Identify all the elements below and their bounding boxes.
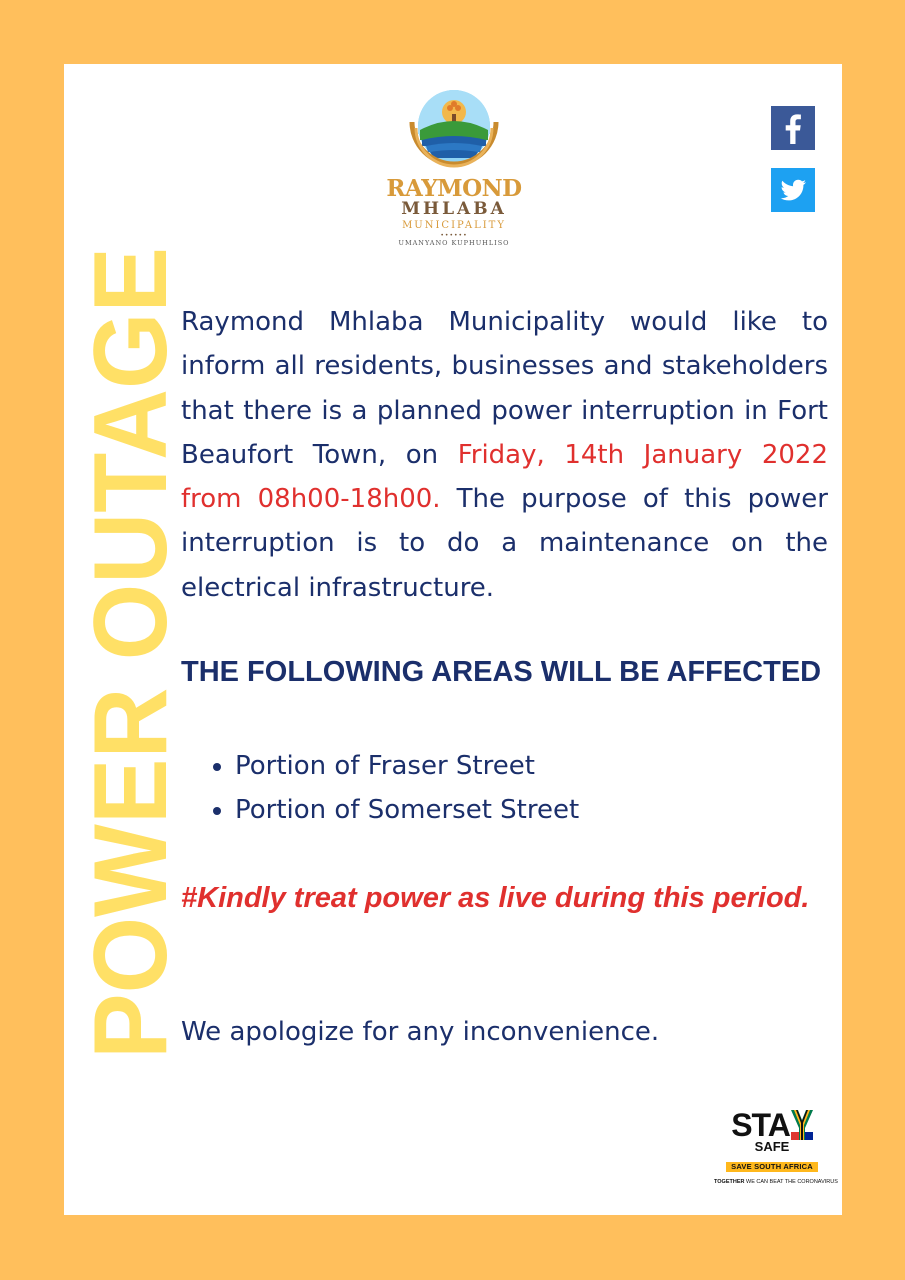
logo-name-line1: RAYMOND [386,175,522,202]
stay-word [731,1107,813,1143]
save-south-africa-banner: SAVE SOUTH AFRICA [726,1162,818,1172]
intro-paragraph [181,300,828,610]
affected-areas-list [214,744,579,832]
twitter-glyph [771,168,815,212]
apology-text: We apologize for any inconvenience. [181,1017,660,1047]
logo-dots: •••••• [440,232,468,239]
twitter-icon[interactable] [771,168,815,212]
stay-text: STA [731,1107,790,1143]
together-rest: WE CAN BEAT THE CORONAVIRUS [744,1179,838,1185]
stay-safe-badge [714,1107,838,1192]
safe-word: SAFE [754,1139,790,1154]
together-bold: TOGETHER [714,1179,745,1185]
intro-part2: The purpose of this power interruption is to do a maintenance on the electrical infrastructure. [181,484,828,603]
vertical-title-text: POWER OUTAGE [73,200,189,1059]
logo-emblem-icon [406,82,502,174]
list-item: • Portion of Somerset Street [235,788,579,832]
flag-y-icon [791,1110,813,1140]
list-item: • Portion of Fraser Street [235,744,579,788]
facebook-glyph [771,106,815,150]
logo-name-line2: MHLABA [401,199,507,219]
outage-date-highlight: Friday, 14th January 2022 from 08h00-18h00. [181,439,828,515]
areas-heading: THE FOLLOWING AREAS WILL BE AFFECTED [181,656,822,688]
together-slogan [714,1176,838,1188]
municipality-logo [380,82,528,260]
vertical-title [73,200,189,1059]
intro-part1: Raymond Mhlaba Municipality would like to inform all residents, businesses and stakeholders that there is a planned power interruption in Fort Beaufort Town, on [181,307,828,470]
facebook-icon[interactable] [771,106,815,150]
vertical-title-svg [73,200,189,1059]
poster-card [64,64,842,1215]
logo-name-line3: MUNICIPALITY [402,220,506,231]
safety-warning: #Kindly treat power as live during this period. [181,882,810,914]
logo-motto: UMANYANO KUPHUHLISO [398,239,510,247]
